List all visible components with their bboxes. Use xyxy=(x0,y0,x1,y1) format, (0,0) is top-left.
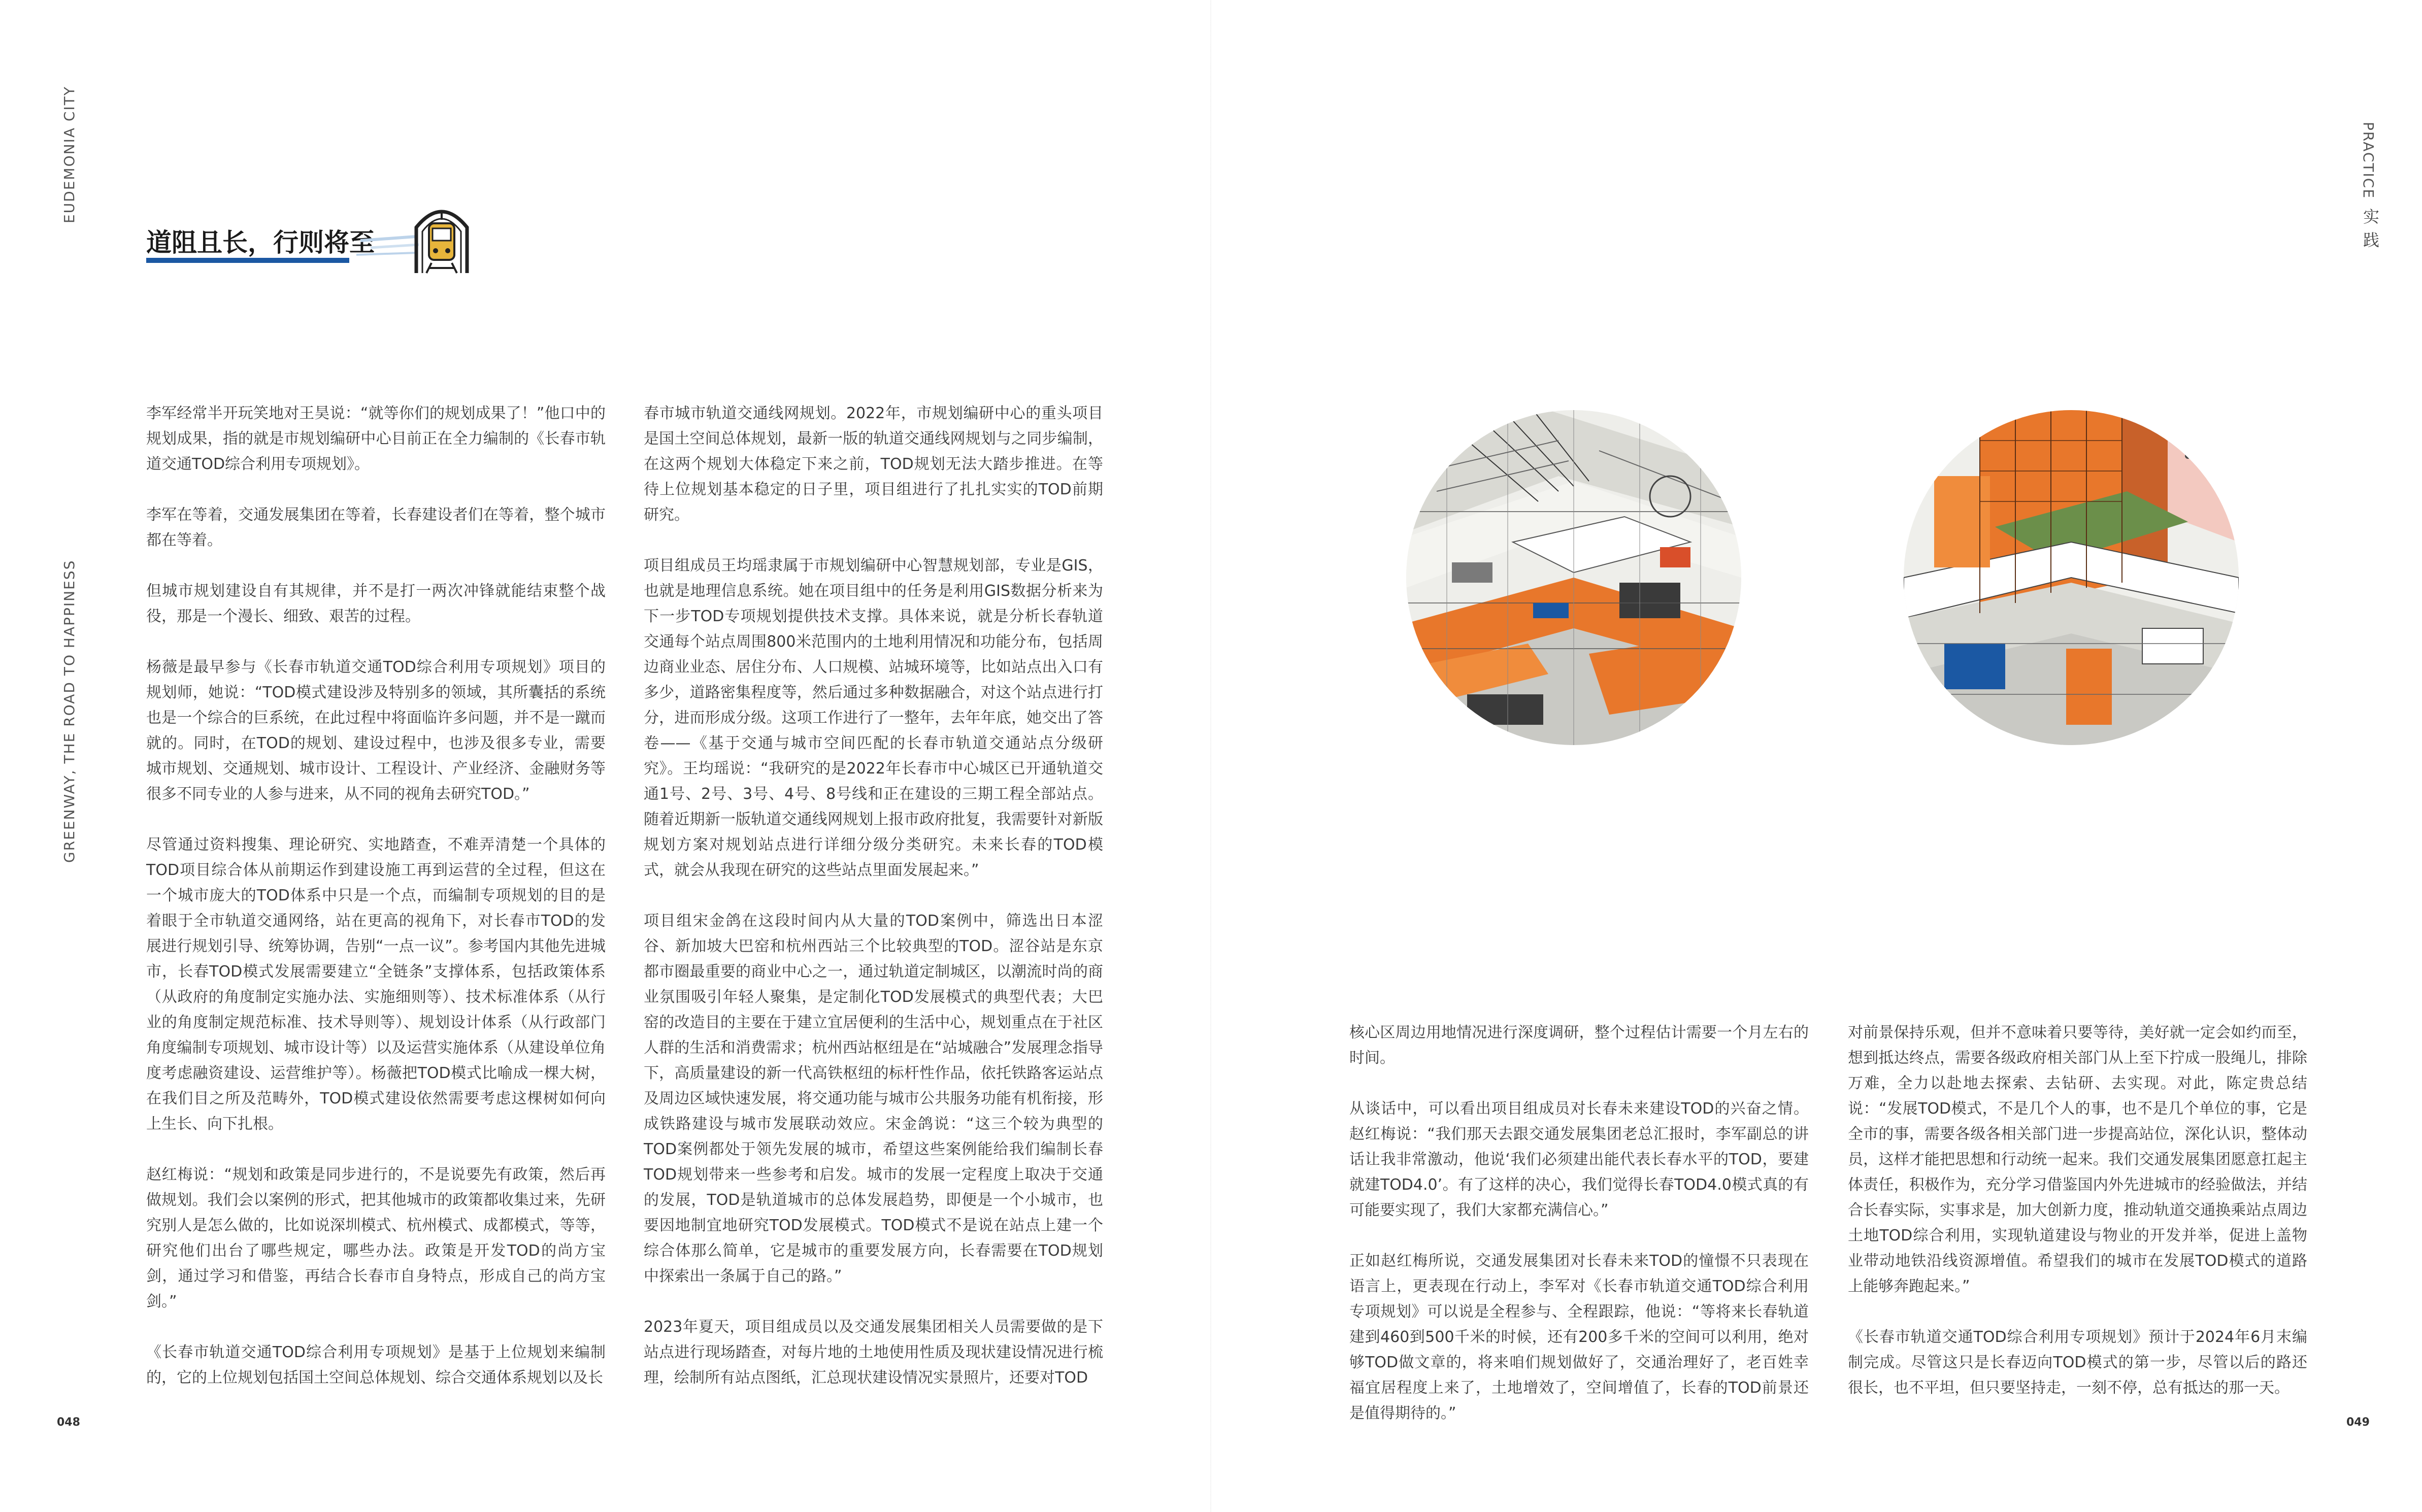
paragraph: 核心区周边用地情况进行深度调研，整个过程估计需要一个月左右的时间。 xyxy=(1349,1024,1809,1067)
paragraph: 《长春市轨道交通TOD综合利用专项规划》是基于上位规划来编制的，它的上位规划包括国土空间总体规划、综合交通体系规划以及长 xyxy=(146,1343,606,1387)
paragraph: 2023年夏天，项目组成员以及交通发展集团相关人员需要做的是下站点进行现场踏查，对每片地的土地使用性质及现状建设情况进行梳理，绘制所有站点图纸，汇总现状建设情况实景照片，还要对TOD xyxy=(644,1318,1103,1387)
article-title: 道阻且长，行则将至 xyxy=(146,228,375,257)
text-column-1 xyxy=(146,401,606,1391)
page-number-right: 049 xyxy=(2346,1416,2370,1429)
page-number-left: 048 xyxy=(57,1416,80,1429)
paragraph: 正如赵红梅所说，交通发展集团对长春未来TOD的憧憬不只表现在语言上，更表现在行动上，李军对《长春市轨道交通TOD综合利用专项规划》可以说是全程参与、全程跟踪，他说：“等将来长春轨道建到460到500千米的时候，还有200多千米的空间可以利用，绝对够TOD做文章的，将来咱们规划做好了，交通治理好了，老百姓幸福宜居程度上来了，土地增效了，空间增值了，长春的TOD前景还是值得期待的。” xyxy=(1349,1252,1809,1422)
paragraph: 李军在等着，交通发展集团在等着，长春建设者们在等着，整个城市都在等着。 xyxy=(146,506,606,549)
paragraph: 项目组成员王均瑶隶属于市规划编研中心智慧规划部，专业是GIS，也就是地理信息系统。她在项目组中的任务是利用GIS数据分析来为下一步TOD专项规划提供技术支撑。具体来说，就是分析长春轨道交通每个站点周围800米范围内的土地利用情况和功能分布，包括周边商业业态、居住分布、人口规模、站城环境等，比如站点出入口有多少，道路密集程度等，然后通过多种数据融合，对这个站点进行打分，进而形成分级。这项工作进行了一整年，去年年底，她交出了答卷——《基于交通与城市空间匹配的长春市轨道交通站点分级研究》。王均瑶说：“我研究的是2022年长春市中心城区已开通轨道交通1号、2号、3号、4号、8号线和正在建设的三期工程全部站点。随着近期新一版轨道交通线网规划上报市政府批复，我需要针对新版规划方案对规划站点进行详细分级分类研究。未来长春的TOD模式，就会从我现在研究的这些站点里面发展起来。” xyxy=(644,557,1103,879)
paragraph: 春市城市轨道交通线网规划。2022年，市规划编研中心的重头项目是国土空间总体规划，最新一版的轨道交通线网规划与之同步编制，在这两个规划大体稳定下来之前，TOD规划无法大踏步推进。在等待上位规划基本稳定的日子里，项目组进行了扎扎实实的TOD前期研究。 xyxy=(644,405,1103,524)
tod-axonometric-illustration-left xyxy=(1406,410,1741,745)
paragraph: 尽管通过资料搜集、理论研究、实地踏查，不难弄清楚一个具体的TOD项目综合体从前期运作到建设施工再到运营的全过程，但这在一个城市庞大的TOD体系中只是一个点，而编制专项规划的目的是着眼于全市轨道交通网络，站在更高的视角下，对长春市TOD的发展进行规划引导、统筹协调，告别“一点一议”。参考国内其他先进城市，长春TOD模式发展需要建立“全链条”支撑体系，包括政策体系（从政府的角度制定实施办法、实施细则等）、技术标准体系（从行业的角度制定规范标准、技术导则等）、规划设计体系（从行政部门角度编制专项规划、城市设计等）以及运营实施体系（从建设单位角度考虑融资建设、运营维护等）。杨薇把TOD模式比喻成一棵大树，在我们目之所及范畴外，TOD模式建设依然需要考虑这棵树如何向上生长、向下扎根。 xyxy=(146,836,606,1133)
tod-axonometric-illustration-right xyxy=(1904,410,2239,745)
running-head-left-side: GREENWAY, THE ROAD TO HAPPINESS xyxy=(61,559,78,863)
title-underline xyxy=(146,258,349,263)
paragraph: 项目组宋金鸽在这段时间内从大量的TOD案例中，筛选出日本涩谷、新加坡大巴窑和杭州西站三个比较典型的TOD。涩谷站是东京都市圈最重要的商业中心之一，通过轨道定制城区，以潮流时尚的商业氛围吸引年轻人聚集，是定制化TOD发展模式的典型代表；大巴窑的改造目的主要在于建立宜居便利的生活中心，规划重点在于社区人群的生活和消费需求；杭州西站枢纽是在“站城融合”发展理念指导下，高质量建设的新一代高铁枢纽的标杆性作品，依托铁路客运站点及周边区域快速发展，将交通功能与城市公共服务功能有机衔接，形成铁路建设与城市发展联动效应。宋金鸽说：“这三个较为典型的TOD案例都处于领先发展的城市，希望这些案例能给我们编制长春TOD规划带来一些参考和启发。城市的发展一定程度上取决于交通的发展，TOD是轨道城市的总体发展趋势，即便是一个小城市，也要因地制宜地研究TOD发展模式。TOD模式不是说在站点上建一个综合体那么简单，它是城市的重要发展方向，长春需要在TOD规划中探索出一条属于自己的路。” xyxy=(644,912,1103,1285)
paragraph: 杨薇是最早参与《长春市轨道交通TOD综合利用专项规划》项目的规划师，她说：“TOD模式建设涉及特别多的领域，其所囊括的系统也是一个综合的巨系统，在此过程中将面临许多问题，并不是一蹴而就的。同时，在TOD的规划、建设过程中，也涉及很多专业，需要城市规划、交通规划、城市设计、工程设计、产业经济、金融财务等很多不同专业的人参与进来，从不同的视角去研究TOD。” xyxy=(146,658,606,803)
paragraph: 但城市规划建设自有其规律，并不是打一两次冲锋就能结束整个战役，那是一个漫长、细致、艰苦的过程。 xyxy=(146,582,606,625)
text-column-4 xyxy=(1848,1020,2307,1401)
gutter xyxy=(1210,0,1212,1512)
paragraph: 李军经常半开玩笑地对王昊说：“就等你们的规划成果了！”他口中的规划成果，指的就是市规划编研中心目前正在全力编制的《长春市轨道交通TOD综合利用专项规划》。 xyxy=(146,405,606,473)
text-column-2 xyxy=(644,401,1103,1391)
paragraph: 从谈话中，可以看出项目组成员对长春未来建设TOD的兴奋之情。赵红梅说：“我们那天去跟交通发展集团老总汇报时，李军副总的讲话让我非常激动，他说‘我们必须建出能代表长春水平的TOD，要建就建TOD4.0’。有了这样的决心，我们觉得长春TOD4.0模式真的有可能要实现了，我们大家都充满信心。” xyxy=(1349,1100,1809,1219)
running-head-right-cn: 实践 xyxy=(2361,208,2380,255)
paragraph: 对前景保持乐观，但并不意味着只要等待，美好就一定会如约而至，想到抵达终点，需要各级政府相关部门从上至下拧成一股绳儿，排除万难，全力以赴地去探索、去钻研、去实现。对此，陈定贵总结说：“发展TOD模式，不是几个人的事，也不是几个单位的事，它是全市的事，需要各级各相关部门进一步提高站位，深化认识，整体动员，这样才能把思想和行动统一起来。我们交通发展集团愿意扛起主体责任，积极作为，充分学习借鉴国内外先进城市的经验做法，并结合长春实际，实事求是，加大创新力度，推动轨道交通换乘站点周边土地TOD综合利用，实现轨道建设与物业的开发并举，促进上盖物业带动地铁沿线资源增值。希望我们的城市在发展TOD模式的道路上能够奔跑起来。” xyxy=(1848,1024,2307,1295)
paragraph: 《长春市轨道交通TOD综合利用专项规划》预计于2024年6月末编制完成。尽管这只是长春迈向TOD模式的第一步，尽管以后的路还很长，也不平坦，但只要坚持走，一刻不停，总有抵达的那一天。 xyxy=(1848,1328,2307,1397)
text-column-3 xyxy=(1349,1020,1809,1426)
running-head-left-top: EUDEMONIA CITY xyxy=(61,86,78,223)
running-head-right-top: PRACTICE xyxy=(2360,122,2377,199)
paragraph: 赵红梅说：“规划和政策是同步进行的，不是说要先有政策，然后再做规划。我们会以案例的形式，把其他城市的政策都收集过来，先研究别人是怎么做的，比如说深圳模式、杭州模式、成都模式，等等，研究他们出台了哪些规定，哪些办法。政策是开发TOD的尚方宝剑，通过学习和借鉴，再结合长春市自身特点，形成自己的尚方宝剑。” xyxy=(146,1166,606,1311)
metro-train-icon xyxy=(355,192,487,278)
